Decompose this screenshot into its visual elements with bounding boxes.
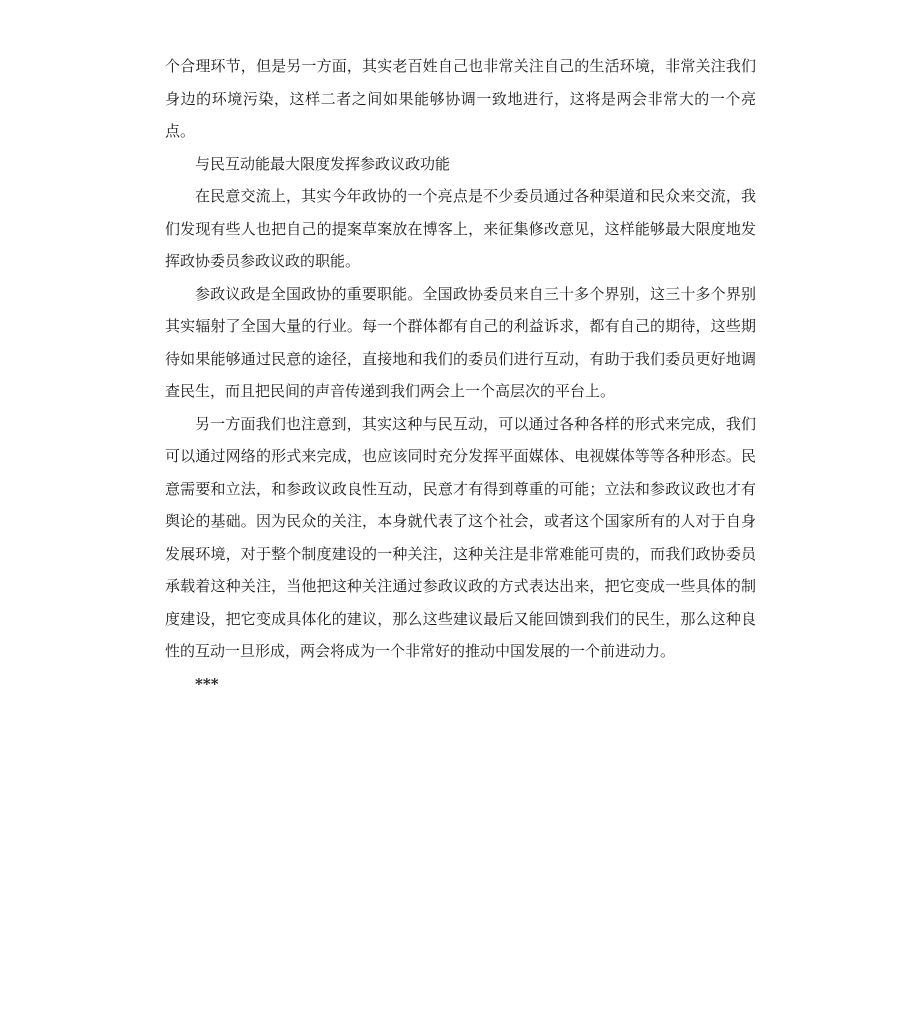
section-separator: ***	[195, 674, 219, 693]
document-page	[165, 50, 756, 700]
paragraph-participation-function: 参政议政是全国政协的重要职能。全国政协委员来自三十多个界别，这三十多个界别其实辐射了全国大量的行业。每一个群体都有自己的利益诉求，都有自己的期待，这些期待如果能够通过民意的途径，直接地和我们的委员们进行互动，有助于我们委员更好地调查民生，而且把民间的声音传递到我们两会上一个高层次的平台上。	[165, 284, 756, 400]
paragraph-public-exchange: 在民意交流上，其实今年政协的一个亮点是不少委员通过各种渠道和民众来交流，我们发现有些人也把自己的提案草案放在博客上，来征集修改意见，这样能够最大限度地发挥政协委员参政议政的职能。	[165, 187, 756, 270]
section-heading: 与民互动能最大限度发挥参政议政功能	[195, 154, 451, 173]
paragraph-interaction-forms: 另一方面我们也注意到，其实这种与民互动，可以通过各种各样的形式来完成，我们可以通过网络的形式来完成，也应该同时充分发挥平面媒体、电视媒体等等各种形态。民意需要和立法，和参政议政良性互动，民意才有得到尊重的可能；立法和参政议政也才有舆论的基础。因为民众的关注，本身就代表了这个社会，或者这个国家所有的人对于自身发展环境，对于整个制度建设的一种关注，这种关注是非常难能可贵的，而我们政协委员承载着这种关注，当他把这种关注通过参政议政的方式表达出来，把它变成一些具体的制度建设，把它变成具体化的建议，那么这些建议最后又能回馈到我们的民生，那么这种良性的互动一旦形成，两会将成为一个非常好的推动中国发展的一个前进动力。	[165, 414, 756, 660]
paragraph-continuation: 个合理环节，但是另一方面，其实老百姓自己也非常关注自己的生活环境，非常关注我们身边的环境污染，这样二者之间如果能够协调一致地进行，这将是两会非常大的一个亮点。	[165, 57, 756, 140]
